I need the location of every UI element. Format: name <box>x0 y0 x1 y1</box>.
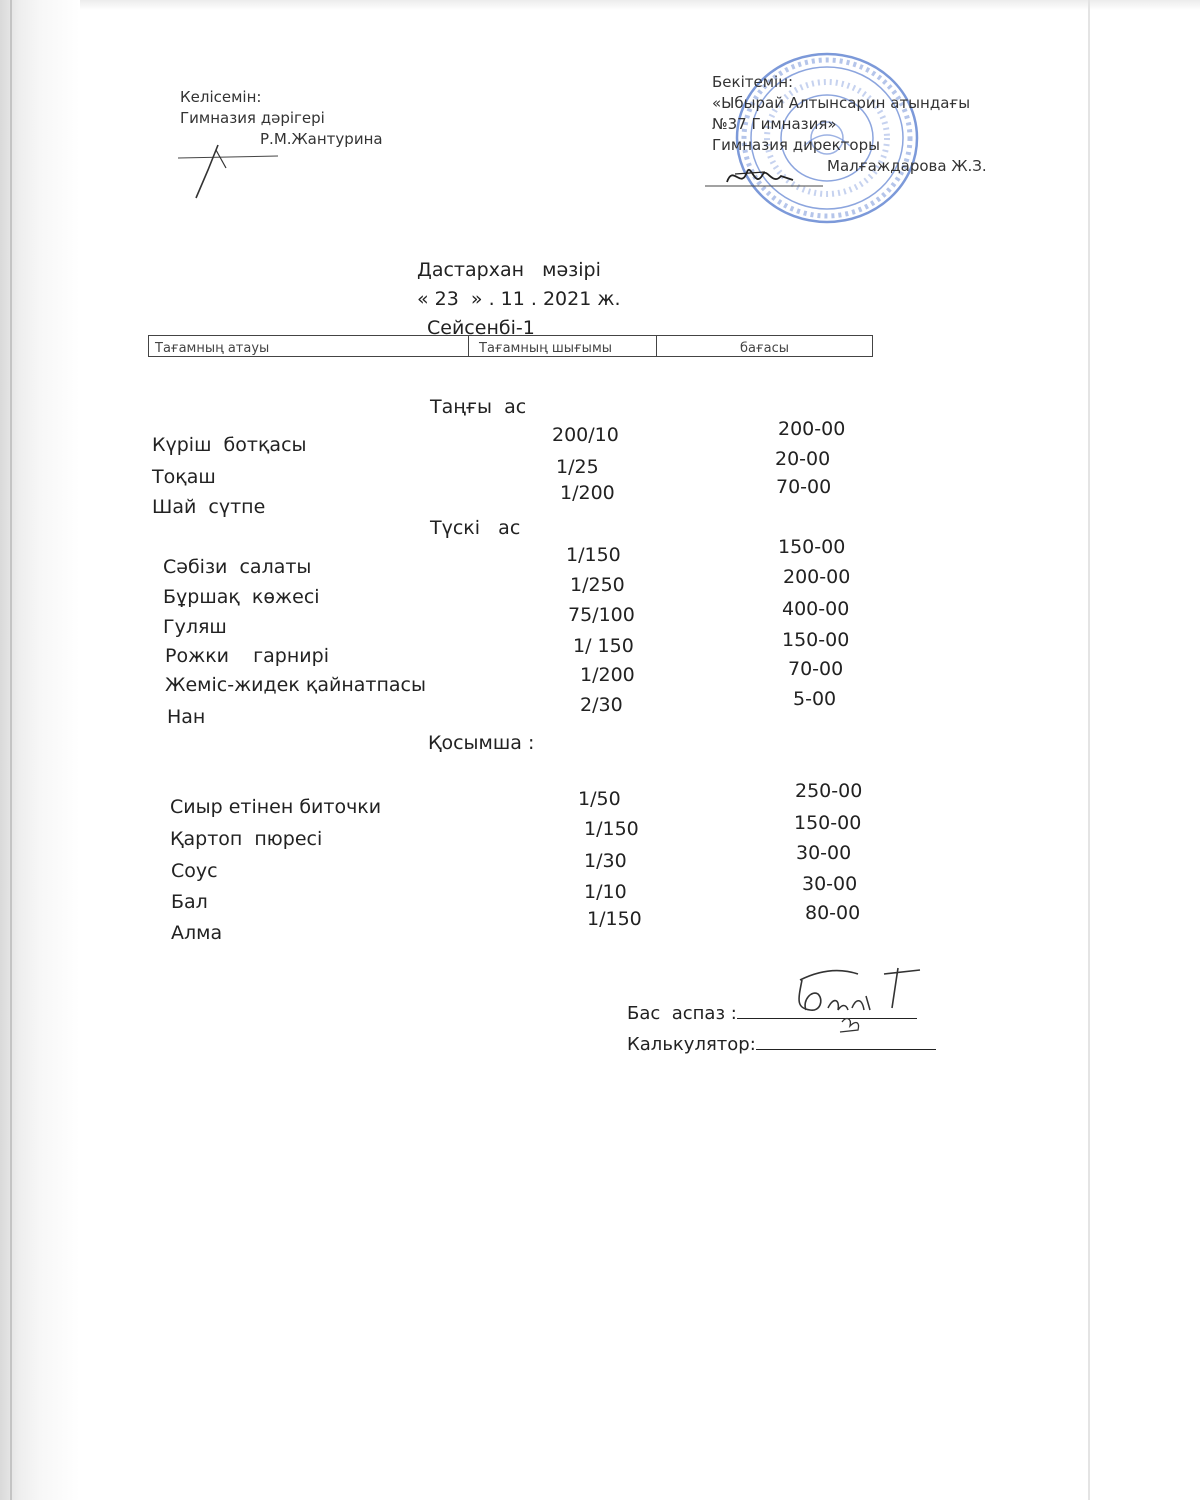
approval-school-line1: «Ыбырай Алтынсарин атындағы <box>712 94 971 112</box>
dish-yield: 1/150 <box>566 544 621 566</box>
section-lunch: Түскі ас <box>430 517 521 539</box>
dish-price: 70-00 <box>788 658 844 680</box>
menu-table-header <box>148 335 873 357</box>
menu-day: Сейсенбі-1 <box>427 317 535 339</box>
dish-yield: 1/200 <box>560 482 615 504</box>
menu-title-block <box>417 256 621 343</box>
dish-yield: 1/250 <box>570 574 625 596</box>
dish-price: 200-00 <box>778 418 846 440</box>
dish-price: 150-00 <box>794 812 862 834</box>
dish-name: Соус <box>171 860 218 882</box>
dish-price: 250-00 <box>795 780 863 802</box>
director-signature <box>705 160 825 200</box>
scan-edge-shadow <box>0 0 80 1500</box>
dish-yield: 1/200 <box>580 664 635 686</box>
dish-yield: 1/ 150 <box>573 635 634 657</box>
chef-label: Бас аспаз : <box>627 1003 737 1024</box>
section-breakfast: Таңғы ас <box>430 396 527 418</box>
approval-director-position: Гимназия директоры <box>712 136 880 154</box>
approval-director-name: Малғаждарова Ж.З. <box>827 157 987 175</box>
dish-name: Күріш ботқасы <box>152 434 307 456</box>
dish-yield: 1/150 <box>584 818 639 840</box>
dish-price: 30-00 <box>802 873 858 895</box>
scan-edge-line <box>10 0 12 1500</box>
dish-yield: 1/30 <box>584 850 627 872</box>
menu-row <box>0 688 1200 736</box>
dish-name: Рожки гарнирі <box>165 645 329 667</box>
dish-name: Сәбізи салаты <box>163 556 312 578</box>
menu-date: « 23 » . 11 . 2021 ж. <box>417 288 621 310</box>
doctor-signature <box>178 140 288 205</box>
dish-name: Нан <box>167 706 206 728</box>
approval-doctor-label: Келісемін: <box>180 88 262 106</box>
dish-name: Сиыр етінен биточки <box>170 796 382 818</box>
dish-yield: 75/100 <box>568 604 635 626</box>
dish-name: Қартоп пюресі <box>170 828 323 850</box>
dish-yield: 1/50 <box>578 788 621 810</box>
dish-name: Жеміс-жидек қайнатпасы <box>165 674 426 696</box>
header-dish-name: Тағамның атауы <box>149 336 469 356</box>
dish-yield: 2/30 <box>580 694 623 716</box>
approval-school-line2: №37 Гимназия» <box>712 115 837 133</box>
dish-price: 200-00 <box>783 566 851 588</box>
dish-name: Тоқаш <box>152 466 216 488</box>
section-extra: Қосымша : <box>428 732 535 754</box>
dish-price: 150-00 <box>778 536 846 558</box>
scan-top-shadow <box>80 0 1200 10</box>
menu-row <box>0 418 1200 460</box>
dish-yield: 200/10 <box>552 424 619 446</box>
dish-price: 80-00 <box>805 902 861 924</box>
dish-name: Шай сүтпе <box>152 496 266 518</box>
dish-price: 30-00 <box>796 842 852 864</box>
dish-price: 400-00 <box>782 598 850 620</box>
dish-yield: 1/150 <box>587 908 642 930</box>
dish-name: Гуляш <box>163 616 227 638</box>
header-dish-price: бағасы <box>739 341 790 356</box>
dish-name: Алма <box>171 922 223 944</box>
dish-price: 70-00 <box>776 476 832 498</box>
chef-signature <box>780 960 940 1050</box>
scan-right-line <box>1088 0 1090 1500</box>
dish-price: 20-00 <box>775 448 831 470</box>
dish-yield: 1/25 <box>556 456 599 478</box>
dish-price: 150-00 <box>782 629 850 651</box>
dish-name: Бал <box>171 891 208 913</box>
calculator-label: Калькулятор: <box>627 1034 756 1055</box>
approval-doctor-position: Гимназия дәрігері <box>180 109 325 127</box>
menu-heading: Дастархан мәзірі <box>417 259 601 281</box>
dish-name: Бұршақ көжесі <box>163 586 320 608</box>
header-dish-yield: Тағамның шығымы <box>469 336 657 356</box>
approval-director-label: Бекітемін: <box>712 73 794 91</box>
approval-doctor-name: Р.М.Жантурина <box>260 130 383 148</box>
dish-price: 5-00 <box>793 688 837 710</box>
dish-yield: 1/10 <box>584 881 627 903</box>
